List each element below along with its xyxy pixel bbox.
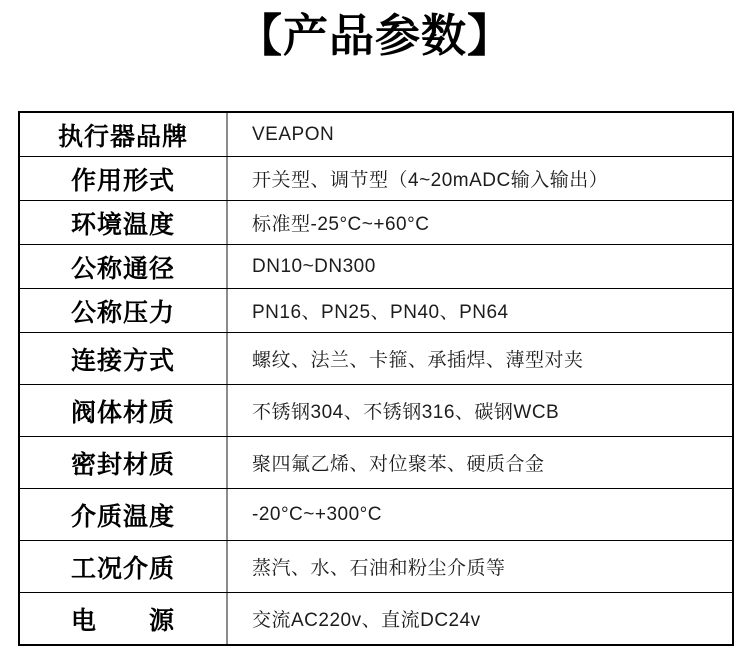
table-row xyxy=(20,157,732,201)
spec-label: 连接方式 xyxy=(20,333,228,384)
table-row xyxy=(20,489,732,541)
spec-value: PN16、PN25、PN40、PN64 xyxy=(252,302,509,323)
spec-label: 阀体材质 xyxy=(20,385,228,436)
table-row xyxy=(20,245,732,289)
spec-value: 蒸汽、水、石油和粉尘介质等 xyxy=(252,558,506,579)
table-row xyxy=(20,437,732,489)
table-row xyxy=(20,385,732,437)
spec-label: 介质温度 xyxy=(20,489,228,540)
spec-value: -20°C~+300°C xyxy=(252,503,382,525)
spec-value: 开关型、调节型（4~20mADC输入输出） xyxy=(252,170,609,191)
table-row xyxy=(20,289,732,333)
spec-value: DN10~DN300 xyxy=(252,255,376,277)
spec-value: 交流AC220v、直流DC24v xyxy=(252,610,481,631)
spec-value: 聚四氟乙烯、对位聚苯、硬质合金 xyxy=(252,454,545,475)
spec-label: 工况介质 xyxy=(20,541,228,592)
table-row xyxy=(20,333,732,385)
table-row xyxy=(20,201,732,245)
page-title: 【产品参数】 xyxy=(236,10,513,61)
spec-value: 标准型-25°C~+60°C xyxy=(252,214,430,235)
spec-value: VEAPON xyxy=(252,123,335,145)
spec-label: 密封材质 xyxy=(20,437,228,488)
spec-table xyxy=(18,111,734,646)
spec-value: 螺纹、法兰、卡箍、承插焊、薄型对夹 xyxy=(252,350,584,371)
spec-label: 公称压力 xyxy=(20,289,228,332)
spec-value: 不锈钢304、不锈钢316、碳钢WCB xyxy=(252,402,560,423)
table-row xyxy=(20,593,732,644)
spec-label: 电 源 xyxy=(20,593,228,644)
table-row xyxy=(20,113,732,157)
table-row xyxy=(20,541,732,593)
spec-label: 环境温度 xyxy=(20,201,228,244)
spec-label: 执行器品牌 xyxy=(20,113,228,156)
spec-label: 公称通径 xyxy=(20,245,228,288)
spec-label: 作用形式 xyxy=(20,157,228,200)
